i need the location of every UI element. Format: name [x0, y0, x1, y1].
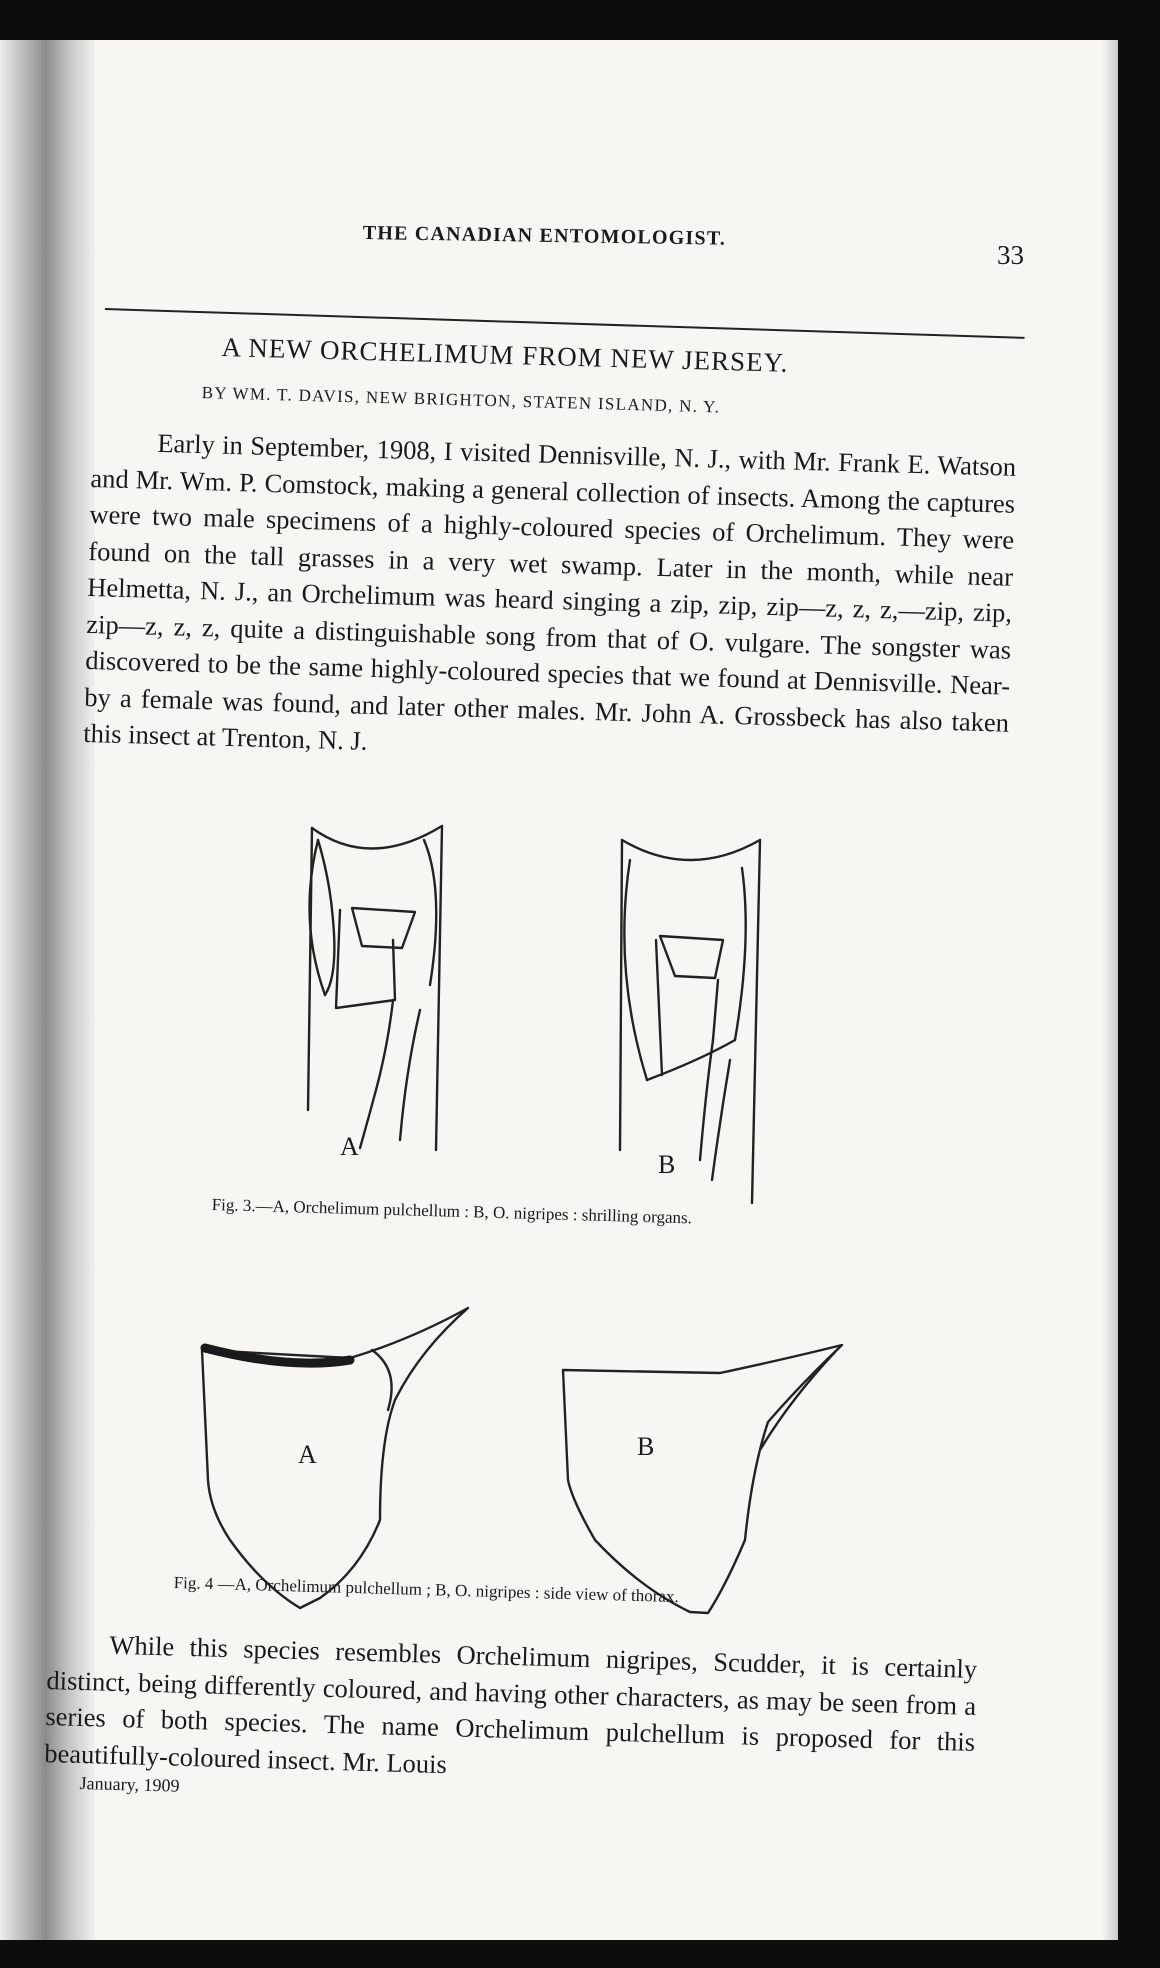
article-paragraph-2: While this species resembles Orchelimum nigripes, Scudder, it is certainly distinct, being differently coloured, and having other characters, as may be seen from a series of both species. The name Orchelimum pulchellum is proposed for this beautifully-coloured insect. Mr. Louis	[44, 1629, 978, 1779]
fig3-label-a: A	[340, 1132, 359, 1161]
fig4-label-b: B	[637, 1432, 655, 1461]
article-title: A NEW ORCHELIMUM FROM NEW JERSEY.	[221, 332, 789, 378]
running-header: THE CANADIAN ENTOMOLOGIST.	[362, 222, 727, 250]
issue-date: January, 1909	[79, 1773, 180, 1796]
figure-4-caption: Fig. 4 —A, Orchelimum pulchellum ; B, O. nigripes : side view of thorax.	[173, 1573, 680, 1607]
fig4-label-a: A	[298, 1440, 317, 1469]
fig4-b-thorax-drawing	[563, 1345, 842, 1613]
article-byline: BY WM. T. DAVIS, NEW BRIGHTON, STATEN ISLAND, N. Y.	[201, 383, 721, 417]
fig3-b-shrilling-organ-drawing	[620, 840, 760, 1203]
scanned-page	[0, 40, 1118, 1940]
fig3-a-shrilling-organ-drawing	[308, 826, 442, 1150]
figure-3-caption: Fig. 3.—A, Orchelimum pulchellum : B, O. nigripes : shrilling organs.	[211, 1195, 693, 1228]
fig3-label-b: B	[658, 1150, 676, 1179]
article-paragraph-1: Early in September, 1908, I visited Dennisville, N. J., with Mr. Frank E. Watson and Mr. Wm. P. Comstock, making a general collection of insects. Among the captures were two male specimens of a highly-coloured species of Orchelimum. They were found on the tall grasses in a very wet swamp. Later in the month, while near Helmetta, N. J., an Orchelimum was heard singing a zip, zip, zip—z, z, z,—zip, zip, zip—z, z, z, quite a distinguishable song from that of O. vulgare. The songster was discovered to be the same highly-coloured species that we found at Dennisville. Near-by a female was found, and later other males. Mr. John A. Grossbeck has also taken this insect at Trenton, N. J.	[82, 427, 1017, 756]
fig4-a-thorax-drawing	[202, 1308, 468, 1608]
page-number: 33	[997, 240, 1024, 270]
